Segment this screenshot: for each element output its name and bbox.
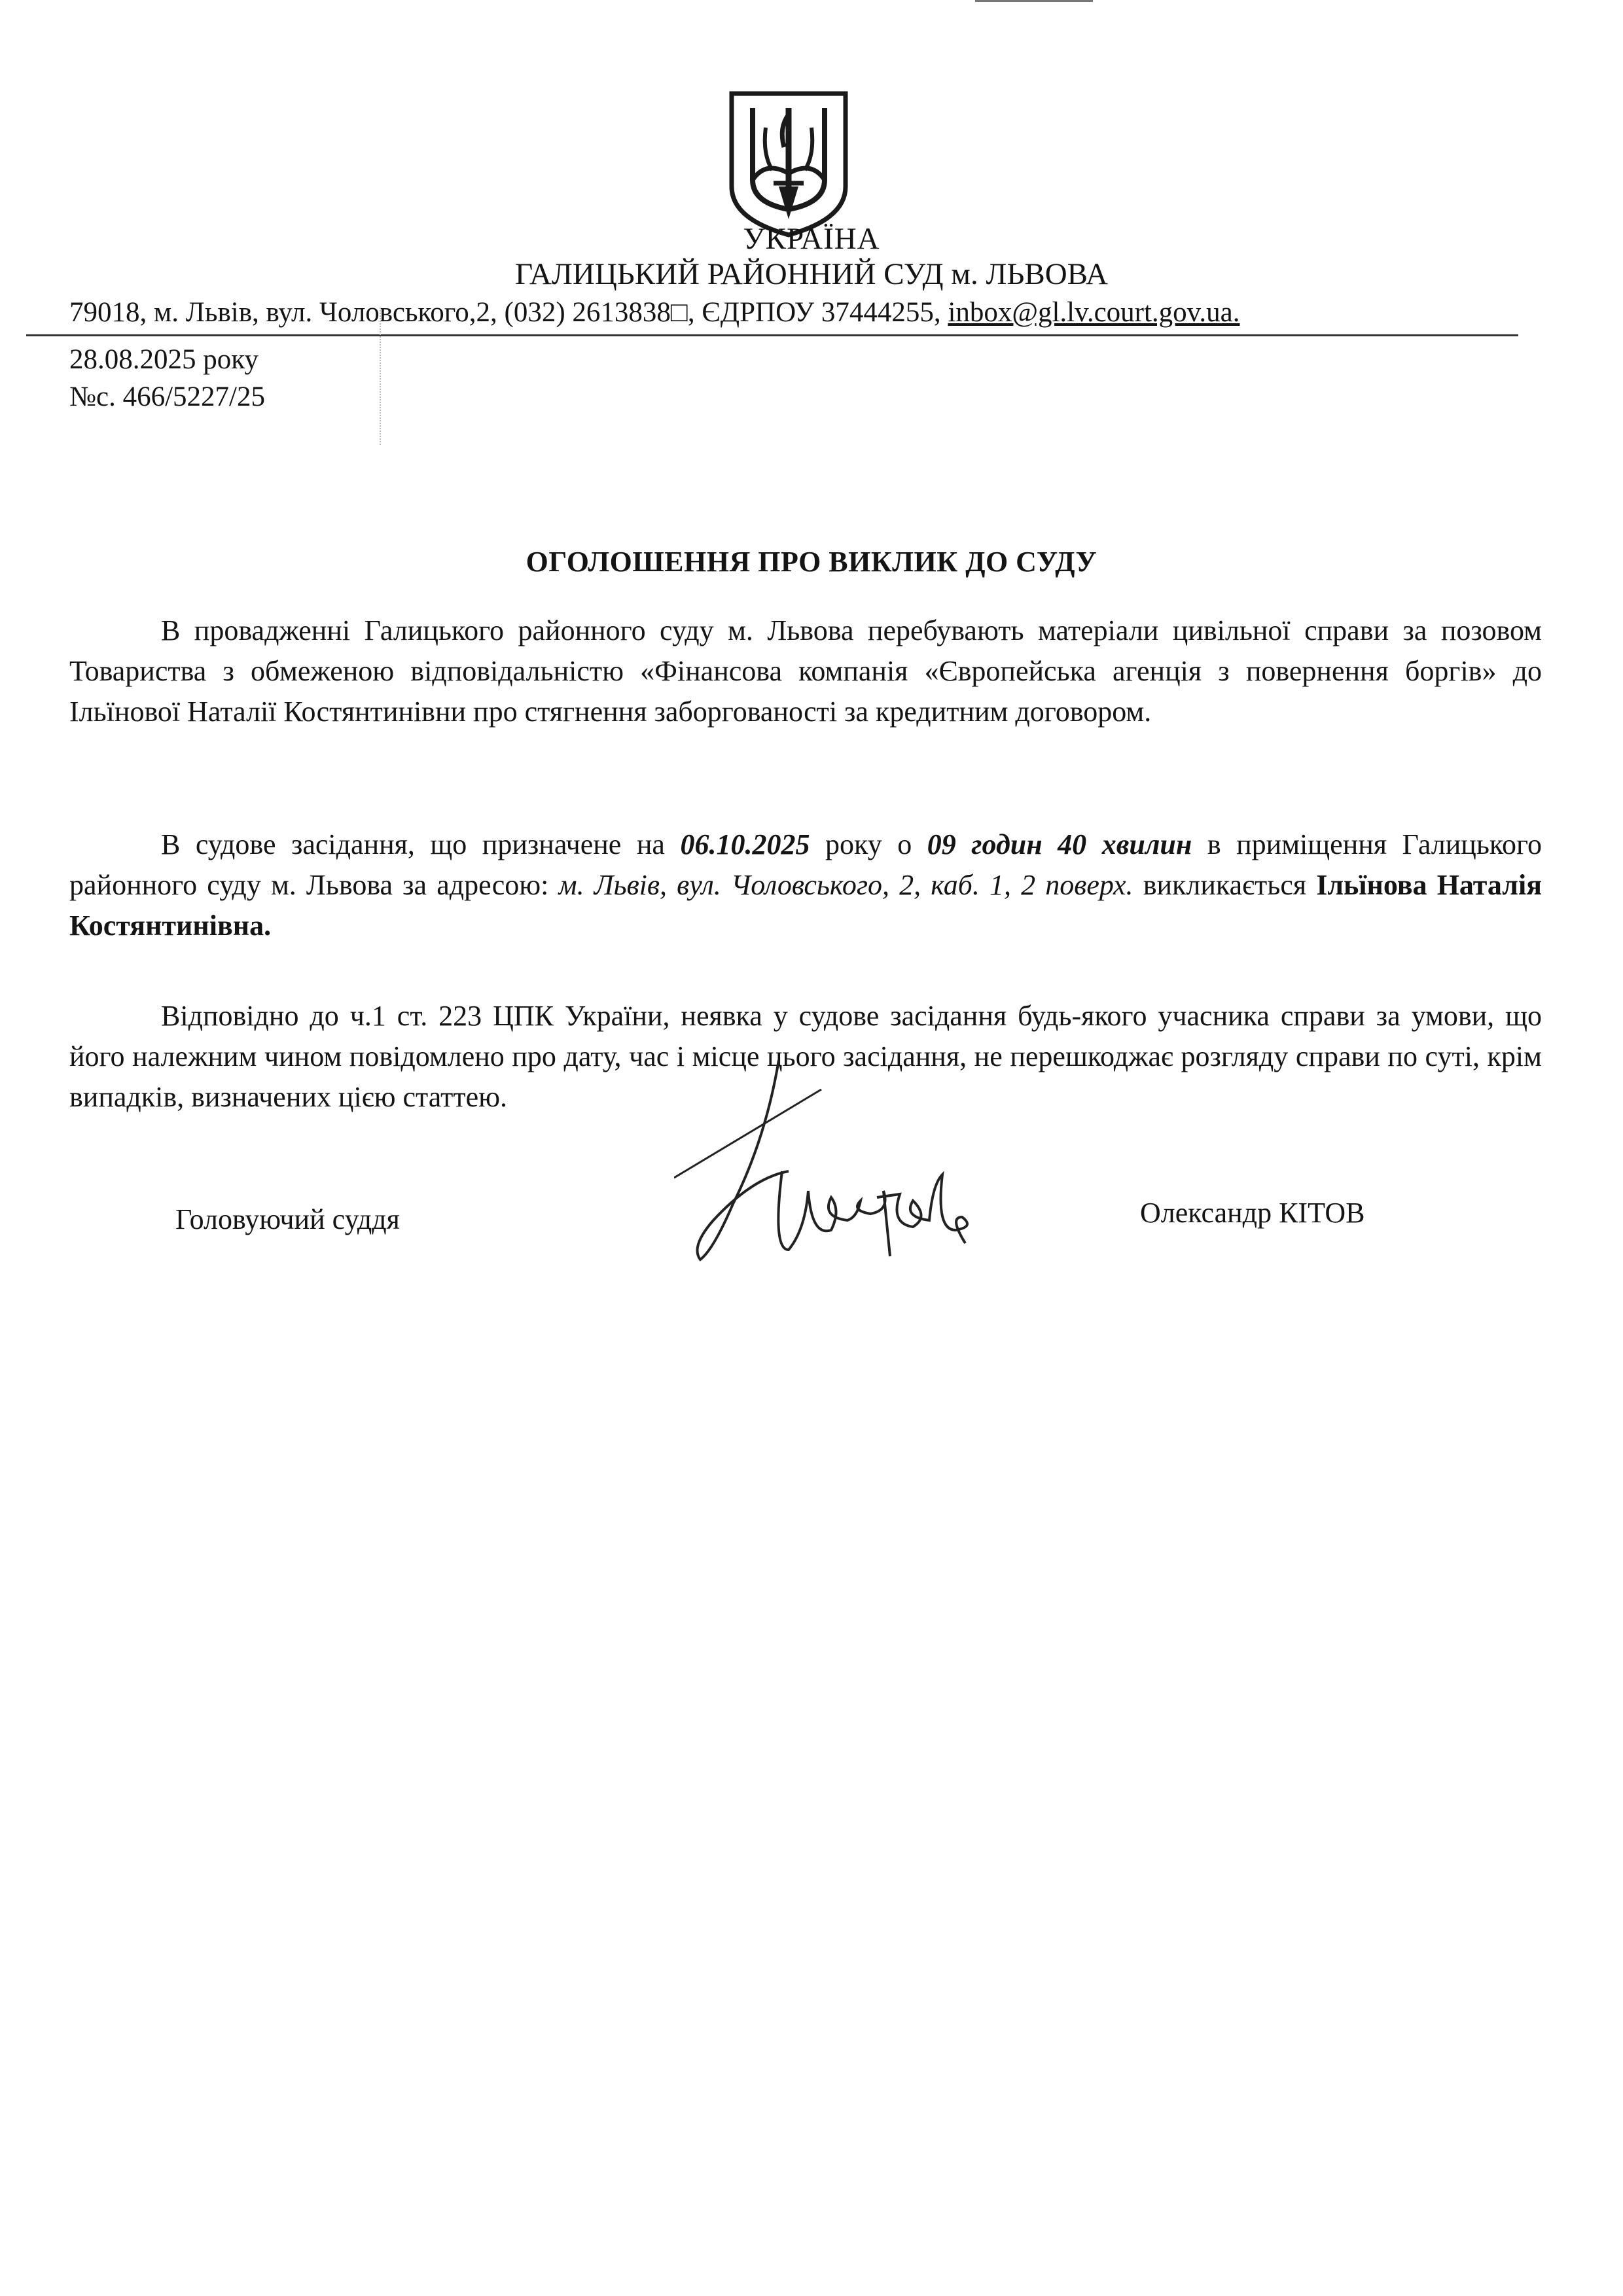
judge-role: Головуючий суддя <box>175 1203 400 1235</box>
judge-name: Олександр КІТОВ <box>1140 1197 1365 1229</box>
header-divider <box>26 334 1518 336</box>
hearing-date: 06.10.2025 <box>680 828 810 860</box>
hearing-address: м. Львів, вул. Чоловського, 2, каб. 1, 2 поверх. <box>558 869 1133 901</box>
case-number: №с. 466/5227/25 <box>69 381 266 412</box>
paragraph-legal-notice: Відповідно до ч.1 ст. 223 ЦПК України, неявка у судове засідання будь-якого учасника справи за умови, що його належним чином повідомлено про дату, час і місце цього засідання, не перешкоджає розгляду справи по суті, крім випадків, визначених цією статтею. <box>69 1000 1542 1113</box>
document-title: ОГОЛОШЕННЯ ПРО ВИКЛИК ДО СУДУ <box>526 546 1097 578</box>
trident-coat-of-arms-icon <box>726 88 851 239</box>
summons-text-1: В судове засідання, що призначене на <box>161 828 681 860</box>
handwritten-signature <box>674 1034 988 1302</box>
court-name: ГАЛИЦЬКИЙ РАЙОННИЙ СУД м. ЛЬВОВА <box>515 257 1108 291</box>
scan-edge-mark <box>975 0 1093 2</box>
summons-text-3: в приміщення Галицького районного суду м. Львова за адресою: <box>69 828 1543 901</box>
summoned-person: Ільїнова Наталія Костянтинівна. <box>69 869 1543 942</box>
paragraph-case-description: В провадженні Галицького районного суду м. Львова перебувають матеріали цивільної справи за позовом Товариства з обмеженою відповідальністю «Фінансова компанія «Європейська агенція з повернення боргів» до Ільїнової Наталії Костянтинівни про стягнення заборгованості за кредитним договором. <box>69 614 1542 728</box>
address-text: 79018, м. Львів, вул. Чоловського,2, (032) 2613838□, ЄДРПОУ 37444255, <box>69 297 948 328</box>
summons-text-4: викликається <box>1133 869 1317 901</box>
summons-text-2: року о <box>810 828 927 860</box>
court-email: inbox@gl.lv.court.gov.ua. <box>948 297 1240 328</box>
paragraph-hearing-summons <box>69 824 1542 946</box>
scan-artifact-line <box>380 308 381 445</box>
country-name: УКРАЇНА <box>743 222 880 256</box>
document-date: 28.08.2025 року <box>69 344 259 375</box>
court-address <box>69 296 1240 328</box>
hearing-time: 09 годин 40 хвилин <box>927 828 1192 860</box>
